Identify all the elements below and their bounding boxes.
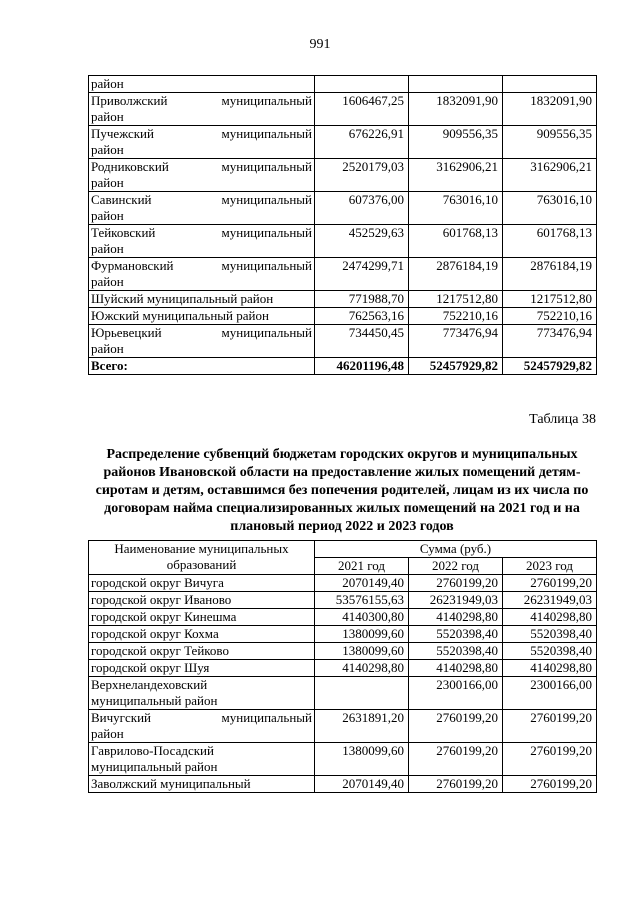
budget-table-continued (88, 75, 597, 375)
row-name (89, 626, 315, 643)
row-name-line: Вичугский муниципальный (91, 710, 312, 725)
row-value: 1217512,80 (409, 291, 503, 308)
row-name-line: городской округ Тейково (91, 643, 229, 658)
row-value: 601768,13 (503, 225, 597, 258)
row-name (89, 660, 315, 677)
row-name (89, 291, 315, 308)
row-name-line: Пучежский муниципальный (91, 126, 312, 141)
row-value (315, 677, 409, 710)
row-value: 2300166,00 (409, 677, 503, 710)
row-value: 2070149,40 (315, 575, 409, 592)
row-value: 762563,16 (315, 308, 409, 325)
row-name (89, 776, 315, 793)
row-value: 1832091,90 (503, 93, 597, 126)
row-name-line: район (91, 109, 124, 124)
table-row (89, 609, 597, 626)
row-value: 2760199,20 (409, 743, 503, 776)
header-year: 2022 год (409, 558, 503, 575)
total-row (89, 358, 597, 375)
row-value: 909556,35 (409, 126, 503, 159)
row-value: 2520179,03 (315, 159, 409, 192)
table-row (89, 159, 597, 192)
row-name (89, 93, 315, 126)
total-value: 52457929,82 (409, 358, 503, 375)
row-name-line: городской округ Кохма (91, 626, 219, 641)
row-value: 26231949,03 (409, 592, 503, 609)
row-value: 5520398,40 (503, 643, 597, 660)
row-value: 4140298,80 (409, 660, 503, 677)
row-value: 53576155,63 (315, 592, 409, 609)
row-name-line: район (91, 208, 124, 223)
table-row (89, 325, 597, 358)
row-name (89, 76, 315, 93)
row-value: 734450,45 (315, 325, 409, 358)
row-value: 1217512,80 (503, 291, 597, 308)
row-name-line: район (91, 175, 124, 190)
row-name-line: Юрьевецкий муниципальный (91, 325, 312, 340)
row-name-line: Южский муниципальный район (91, 308, 269, 323)
row-name (89, 677, 315, 710)
row-name-line: район (91, 142, 124, 157)
row-name-line: городской округ Вичуга (91, 575, 224, 590)
row-value: 752210,16 (409, 308, 503, 325)
row-name (89, 258, 315, 291)
row-value: 2474299,71 (315, 258, 409, 291)
row-value: 452529,63 (315, 225, 409, 258)
row-value: 5520398,40 (409, 626, 503, 643)
total-value: 52457929,82 (503, 358, 597, 375)
row-value (315, 76, 409, 93)
row-value: 3162906,21 (503, 159, 597, 192)
row-name (89, 308, 315, 325)
row-value: 2631891,20 (315, 710, 409, 743)
row-value: 4140298,80 (503, 609, 597, 626)
page-number: 991 (309, 37, 331, 52)
table-title: Распределение субвенций бюджетам городских округов и муниципальных районов Ивановской области на предоставление жилых помещений детям-сиротам и детям, оставшимся без попечения родителей, лицам из их числа по договорам найма специализированных жилых помещений на 2021 год и на плановый период 2022 и 2023 годов (95, 447, 589, 534)
row-value: 771988,70 (315, 291, 409, 308)
row-value: 752210,16 (503, 308, 597, 325)
table-row (89, 225, 597, 258)
row-name (89, 743, 315, 776)
row-value: 1380099,60 (315, 743, 409, 776)
row-name-line: муниципальный район (91, 693, 218, 708)
row-value: 5520398,40 (409, 643, 503, 660)
table-row (89, 308, 597, 325)
table-row (89, 126, 597, 159)
row-name (89, 325, 315, 358)
row-name (89, 575, 315, 592)
total-label: Всего: (89, 358, 315, 375)
row-name-line: городской округ Кинешма (91, 609, 237, 624)
row-name (89, 159, 315, 192)
row-value: 909556,35 (503, 126, 597, 159)
table-row (89, 660, 597, 677)
total-value: 46201196,48 (315, 358, 409, 375)
row-name-line: Заволжский муниципальный (91, 776, 251, 791)
row-value: 773476,94 (409, 325, 503, 358)
table-row (89, 291, 597, 308)
row-value: 1380099,60 (315, 643, 409, 660)
header-name: Наименование муниципальных образований (89, 541, 315, 575)
row-value (409, 76, 503, 93)
row-value: 763016,10 (409, 192, 503, 225)
row-name-line: Тейковский муниципальный (91, 225, 312, 240)
row-value: 2070149,40 (315, 776, 409, 793)
row-name (89, 592, 315, 609)
row-name-line: Гаврилово-Посадский (91, 743, 214, 758)
row-value: 2760199,20 (503, 575, 597, 592)
row-value: 4140298,80 (503, 660, 597, 677)
row-name-line: район (91, 76, 124, 91)
row-value: 3162906,21 (409, 159, 503, 192)
table-row (89, 710, 597, 743)
row-name-line: район (91, 726, 124, 741)
header-year: 2023 год (503, 558, 597, 575)
row-value: 26231949,03 (503, 592, 597, 609)
row-value: 2760199,20 (503, 743, 597, 776)
row-name-line: район (91, 274, 124, 289)
table-row (89, 643, 597, 660)
row-value: 4140300,80 (315, 609, 409, 626)
table-row (89, 743, 597, 776)
table-row (89, 192, 597, 225)
table-row (89, 776, 597, 793)
row-value: 2760199,20 (503, 776, 597, 793)
row-value: 5520398,40 (503, 626, 597, 643)
table-row (89, 592, 597, 609)
row-value: 773476,94 (503, 325, 597, 358)
header-year: 2021 год (315, 558, 409, 575)
row-name (89, 192, 315, 225)
row-name (89, 225, 315, 258)
row-value: 607376,00 (315, 192, 409, 225)
subvention-table (88, 540, 597, 793)
table-row (89, 677, 597, 710)
row-value (503, 76, 597, 93)
header-sum: Сумма (руб.) (315, 541, 597, 558)
row-name-line: Приволжский муниципальный (91, 93, 312, 108)
row-value: 1380099,60 (315, 626, 409, 643)
row-name-line: район (91, 341, 124, 356)
row-name (89, 643, 315, 660)
row-value: 2760199,20 (409, 776, 503, 793)
row-name (89, 126, 315, 159)
row-name-line: Фурмановский муниципальный (91, 258, 312, 273)
table-row (89, 575, 597, 592)
table-row (89, 626, 597, 643)
row-name-line: муниципальный район (91, 759, 218, 774)
row-value: 4140298,80 (315, 660, 409, 677)
row-name-line: городской округ Иваново (91, 592, 232, 607)
row-value: 2760199,20 (409, 575, 503, 592)
row-value: 2760199,20 (409, 710, 503, 743)
row-name (89, 710, 315, 743)
row-value: 676226,91 (315, 126, 409, 159)
row-value: 4140298,80 (409, 609, 503, 626)
row-value: 2876184,19 (409, 258, 503, 291)
row-name-line: Савинский муниципальный (91, 192, 312, 207)
table-row (89, 93, 597, 126)
row-value: 1606467,25 (315, 93, 409, 126)
table-label: Таблица 38 (529, 412, 596, 427)
table-row (89, 258, 597, 291)
row-value: 2876184,19 (503, 258, 597, 291)
row-value: 2760199,20 (503, 710, 597, 743)
row-value: 1832091,90 (409, 93, 503, 126)
row-name (89, 609, 315, 626)
row-value: 763016,10 (503, 192, 597, 225)
table-row (89, 76, 597, 93)
row-name-line: район (91, 241, 124, 256)
row-value: 601768,13 (409, 225, 503, 258)
row-value: 2300166,00 (503, 677, 597, 710)
row-name-line: Шуйский муниципальный район (91, 291, 274, 306)
row-name-line: Родниковский муниципальный (91, 159, 312, 174)
row-name-line: городской округ Шуя (91, 660, 210, 675)
row-name-line: Верхнеландеховский (91, 677, 208, 692)
